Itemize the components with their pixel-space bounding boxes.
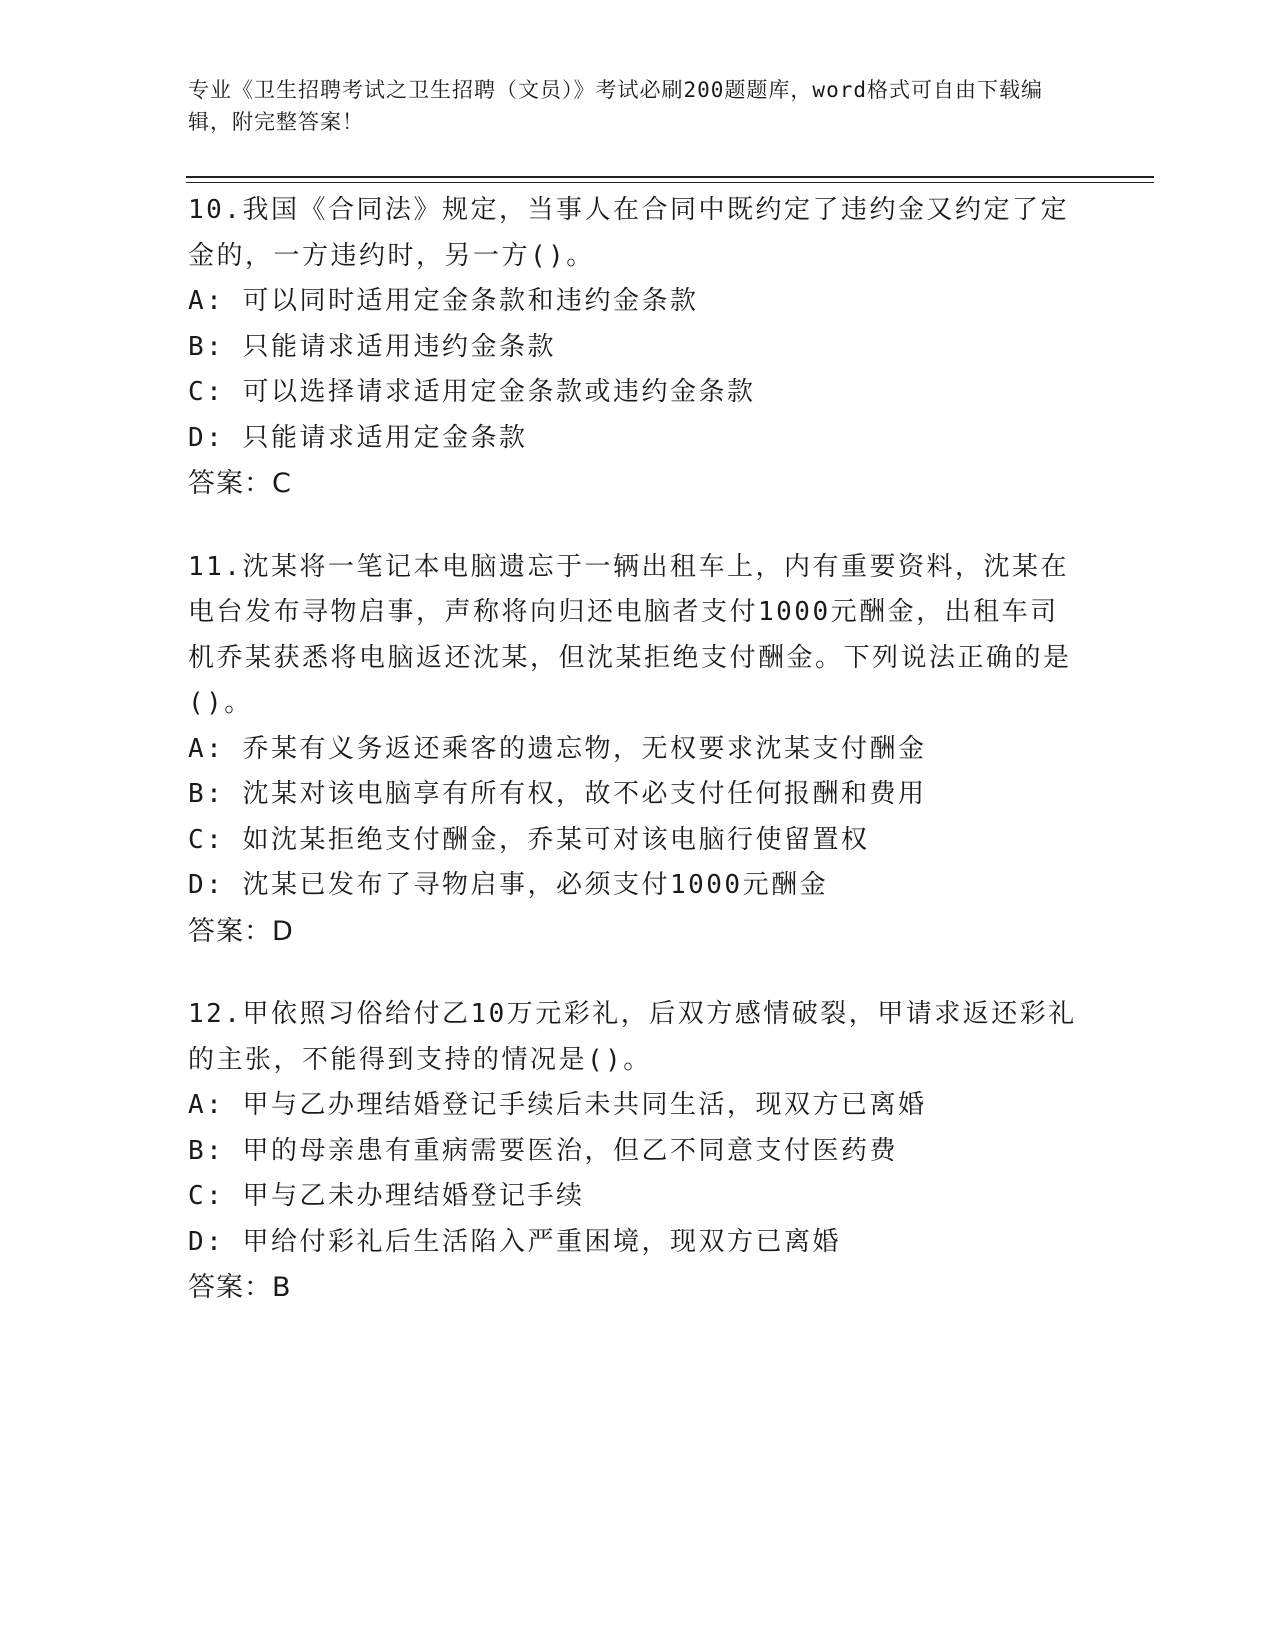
answer-line: 答案：B [188,1272,292,1303]
option-d: D: 沈某已发布了寻物启事，必须支付1000元酬金 [188,870,829,900]
option-d: D: 甲给付彩礼后生活陷入严重困境，现双方已离婚 [188,1226,841,1257]
option-b: B: 只能请求适用违约金条款 [188,331,556,362]
answer-line: 答案：C [188,468,292,499]
question-10 [188,188,1078,507]
option-a: A: 可以同时适用定金条款和违约金条款 [188,286,699,316]
question-12 [188,992,1078,1311]
option-d: D: 只能请求适用定金条款 [188,422,528,453]
question-stem: 12.甲依照习俗给付乙10万元彩礼，后双方感情破裂，甲请求返还彩礼的主张，不能得到支持的情况是()。 [188,999,1077,1075]
question-stem: 10.我国《合同法》规定，当事人在合同中既约定了违约金又约定了定金的，一方违约时，另一方()。 [188,195,1069,271]
option-b: B: 甲的母亲患有重病需要医治，但乙不同意支付医药费 [188,1135,898,1166]
option-c: C: 甲与乙未办理结婚登记手续 [188,1181,585,1211]
option-a: A: 乔某有义务返还乘客的遗忘物，无权要求沈某支付酬金 [188,733,927,764]
question-list [188,188,1078,1349]
page-header: 专业《卫生招聘考试之卫生招聘（文员）》考试必刷200题题库，word格式可自由下载编辑，附完整答案！ [188,78,1043,134]
question-stem: 11.沈某将一笔记本电脑遗忘于一辆出租车上，内有重要资料，沈某在电台发布寻物启事，声称将向归还电脑者支付1000元酬金，出租车司机乔某获悉将电脑返还沈某，但沈某拒绝支付酬金。下列说法正确的是()。 [188,551,1072,718]
header-divider-thin [186,182,1154,183]
header-divider-thick [186,176,1154,178]
answer-line: 答案：D [188,915,294,947]
option-a: A: 甲与乙办理结婚登记手续后未共同生活，现双方已离婚 [188,1090,927,1120]
option-c: C: 可以选择请求适用定金条款或违约金条款 [188,377,756,407]
question-11 [188,545,1078,955]
option-c: C: 如沈某拒绝支付酬金，乔某可对该电脑行使留置权 [188,824,870,855]
option-b: B: 沈某对该电脑享有所有权，故不必支付任何报酬和费用 [188,779,927,809]
